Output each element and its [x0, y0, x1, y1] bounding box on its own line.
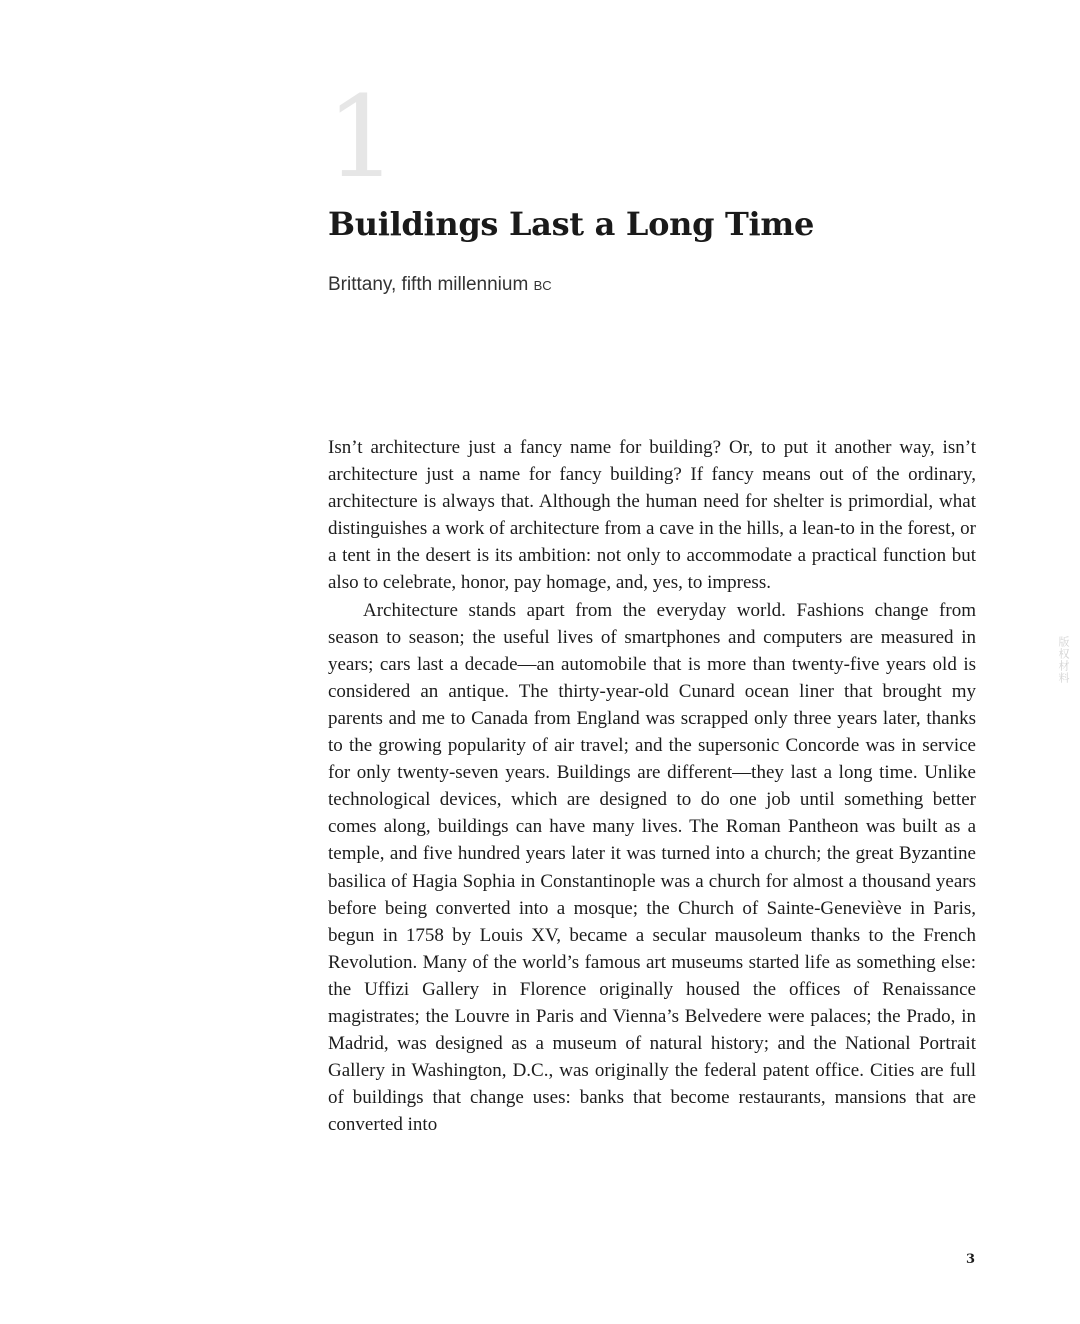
page-number: 3: [965, 1252, 975, 1267]
copyright-watermark: 版权材料: [1057, 636, 1070, 684]
subtitle-place: Brittany, fifth millennium: [328, 274, 534, 295]
subtitle-era: bc: [533, 274, 552, 294]
chapter-title: Buildings Last a Long Time: [328, 205, 815, 243]
body-text: [328, 434, 976, 1138]
chapter-number: 1: [326, 73, 398, 203]
body-paragraph-1: Isn’t architecture just a fancy name for building? Or, to put it another way, isn’t architecture just a name for fancy building? If fancy means out of the ordinary, architecture is always that. Although the human need for shelter is primordial, what distinguishes a work of architecture from a cave in the hills, a lean-to in the forest, or a tent in the desert is its ambition: not only to accommodate a practical function but also to celebrate, honor, pay homage, and, yes, to impress.: [328, 437, 976, 594]
chapter-subtitle: [328, 270, 552, 299]
body-paragraph-2: Architecture stands apart from the everyday world. Fashions change from season to season; the useful lives of smartphones and computers are measured in years; cars last a decade—an automobile that is more than twenty-five years old is considered an antique. The thirty-year-old Cunard ocean liner that brought my parents and me to Canada from England was scrapped only three years later, thanks to the growing popularity of air travel; and the supersonic Concorde was in service for only twenty-seven years. Buildings are different—they last a long time. Unlike technological devices, which are designed to do one job until something better comes along, buildings can have many lives. The Roman Pantheon was built as a temple, and five hundred years later it was turned into a church; the great Byzantine basilica of Hagia Sophia in Constantinople was a church for almost a thousand years before being converted into a mosque; the Church of Sainte-Geneviève in Paris, begun in 1758 by Louis XV, became a secular mausoleum thanks to the French Revolution. Many of the world’s famous art museums started life as something else: the Uffizi Gallery in Florence originally housed the offices of Renaissance magistrates; the Louvre in Paris and Vienna’s Belvedere were palaces; the Prado, in Madrid, was designed as a museum of natural history; and the National Portrait Gallery in Washington, D.C., was originally the federal patent office. Cities are full of buildings that change uses: banks that become restaurants, mansions that are converted into: [328, 599, 976, 1136]
